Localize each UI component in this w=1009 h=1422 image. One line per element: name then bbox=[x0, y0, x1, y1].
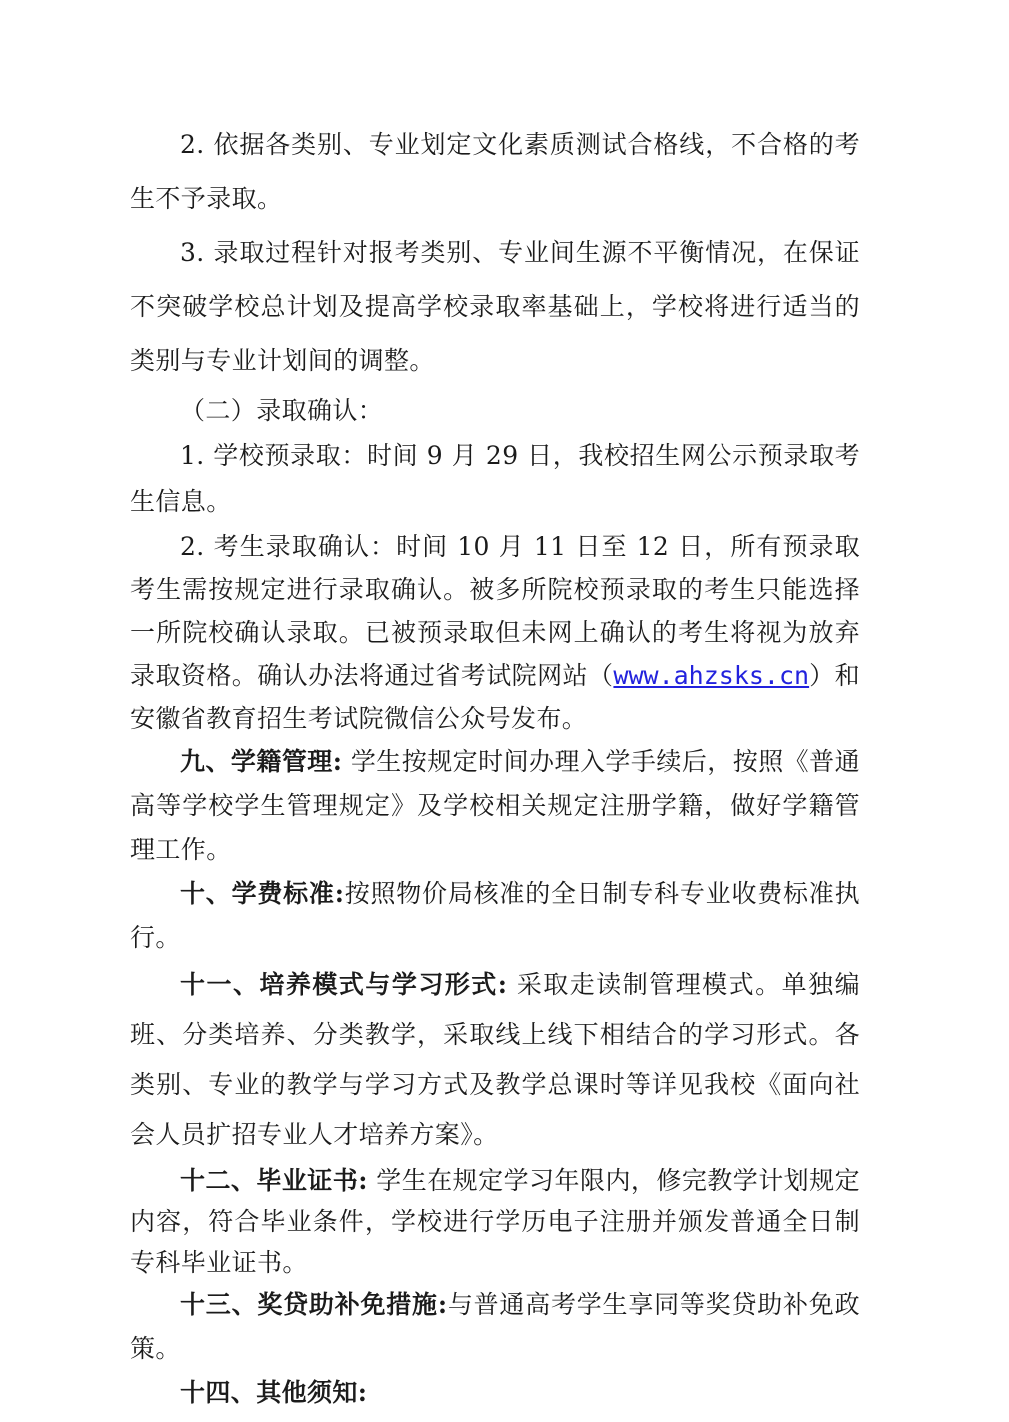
para-cutoff-line bbox=[130, 118, 860, 226]
para-training-mode bbox=[130, 960, 860, 1160]
para-training-mode-body: 采取走读制管理模式。单独编班、分类培养、分类教学，采取线上线下相结合的学习形式。各类别、专业的教学与学习方式及教学总课时等详见我校《面向社会人员扩招专业人才培养方案》。 bbox=[130, 970, 860, 1149]
para-plan-adjustment-text: 3. 录取过程针对报考类别、专业间生源不平衡情况，在保证不突破学校总计划及提高学校录取率基础上，学校将进行适当的类别与专业计划间的调整。 bbox=[130, 238, 860, 375]
heading-other-notes bbox=[130, 1371, 860, 1415]
section-12-heading: 十二、毕业证书: bbox=[180, 1166, 368, 1195]
section-13-heading: 十三、奖贷助补免措施: bbox=[180, 1290, 448, 1319]
para-enrollment-status bbox=[130, 740, 860, 872]
para-diploma bbox=[130, 1160, 860, 1283]
para-school-pre-admission bbox=[130, 433, 860, 525]
section-14-heading: 十四、其他须知: bbox=[180, 1378, 368, 1407]
para-tuition bbox=[130, 872, 860, 960]
section-11-heading: 十一、培养模式与学习形式: bbox=[180, 970, 508, 999]
para-cutoff-line-text: 2. 依据各类别、专业划定文化素质测试合格线，不合格的考生不予录取。 bbox=[130, 130, 860, 213]
para-candidate-confirmation-pre: 2. 考生录取确认：时间 10 月 11 日至 12 日，所有预录取考生需按规定进行录取确认。被多所院校预录取的考生只能选择一所院校确认录取。已被预录取但未网上确认的考生将视为放弃录取资格。确认办法将通过省考试院网站（ bbox=[130, 532, 860, 690]
para-tuition-body: 按照物价局核准的全日制专科专业收费标准执行。 bbox=[130, 879, 860, 952]
para-plan-adjustment bbox=[130, 226, 860, 388]
para-school-pre-admission-text: 1. 学校预录取：时间 9 月 29 日，我校招生网公示预录取考生信息。 bbox=[130, 441, 860, 516]
heading-admission-confirmation-text: （二）录取确认： bbox=[180, 396, 384, 425]
section-9-heading: 九、学籍管理: bbox=[180, 747, 343, 776]
para-financial-aid bbox=[130, 1283, 860, 1371]
heading-admission-confirmation bbox=[130, 388, 860, 433]
para-candidate-confirmation-post: ）和安徽省教育招生考试院微信公众号发布。 bbox=[130, 661, 860, 733]
section-10-heading: 十、学费标准: bbox=[180, 879, 345, 908]
para-enrollment-status-body: 学生按规定时间办理入学手续后，按照《普通高等学校学生管理规定》及学校相关规定注册学籍，做好学籍管理工作。 bbox=[130, 747, 860, 864]
para-candidate-confirmation bbox=[130, 525, 860, 740]
para-diploma-body: 学生在规定学习年限内，修完教学计划规定内容，符合毕业条件，学校进行学历电子注册并颁发普通全日制专科毕业证书。 bbox=[130, 1166, 860, 1277]
website-link[interactable]: www.ahzsks.cn bbox=[613, 661, 810, 690]
para-financial-aid-body: 与普通高考学生享同等奖贷助补免政策。 bbox=[130, 1290, 860, 1363]
